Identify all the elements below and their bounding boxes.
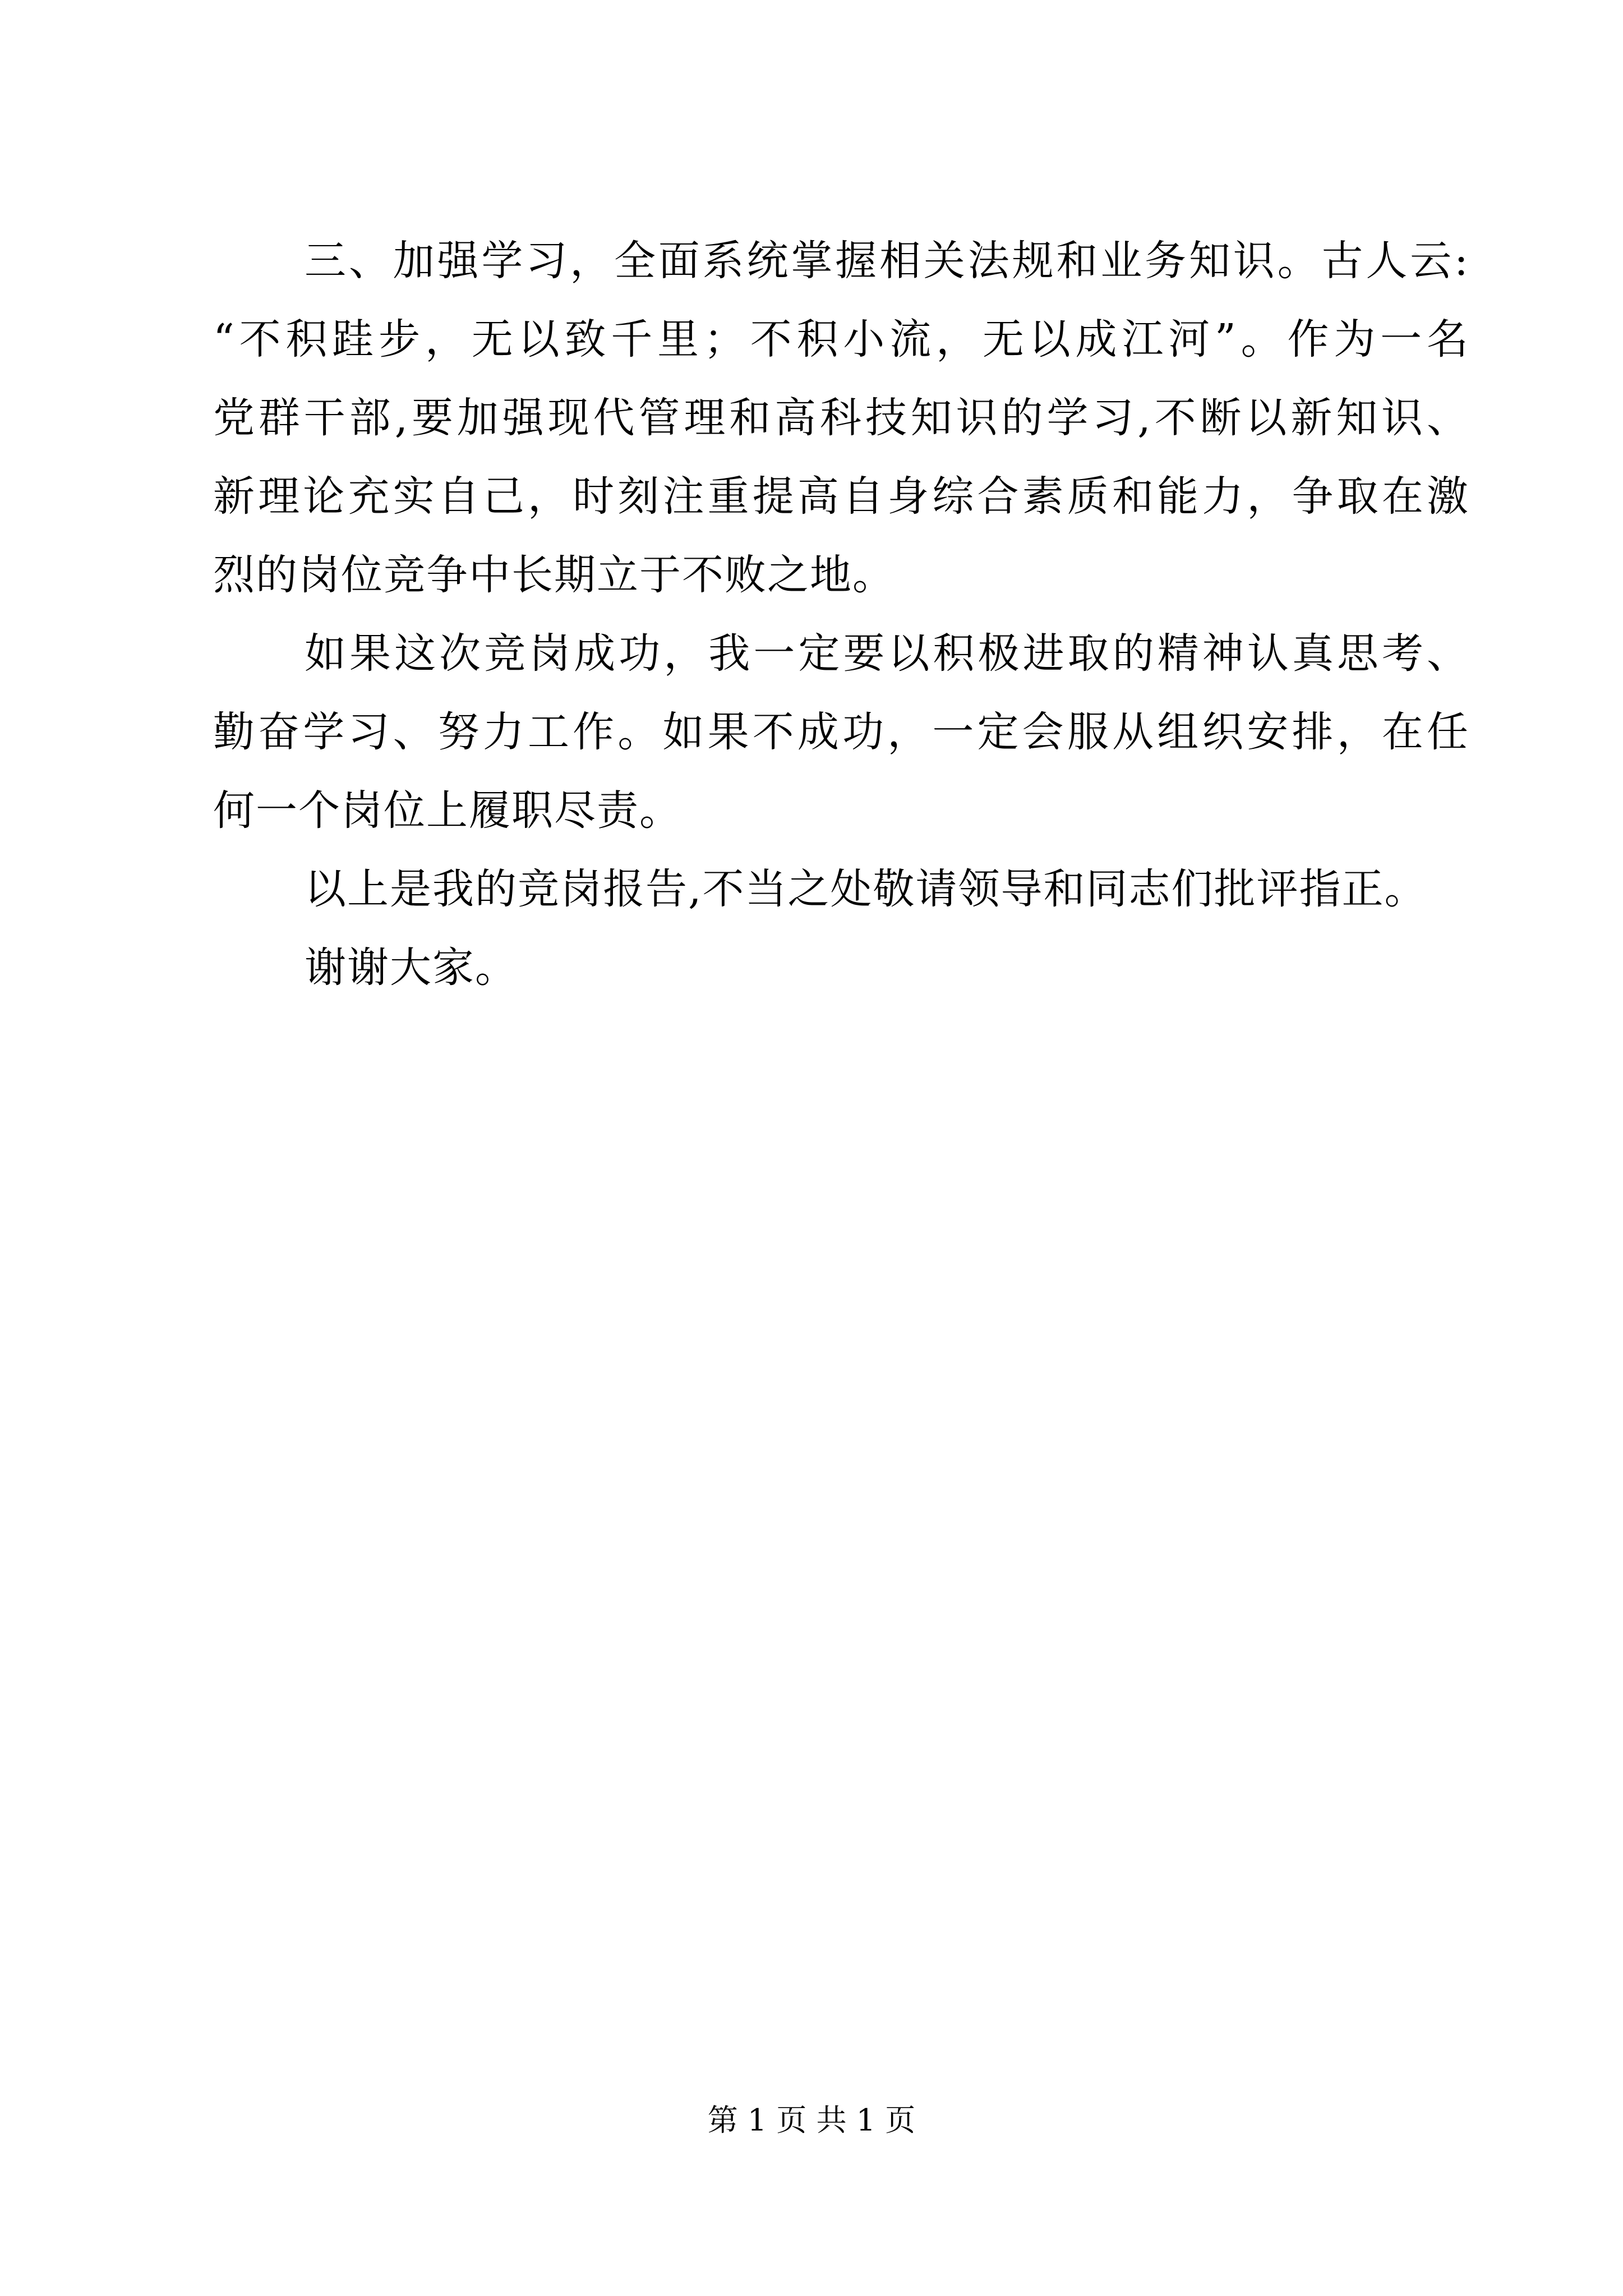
paragraph [213, 222, 1469, 614]
text-line: 三、加强学习，全面系统掌握相关法规和业务知识。古人云: [305, 237, 1469, 285]
text-line: 党群干部,要加强现代管理和高科技知识的学习,不断以新知识、 [213, 394, 1469, 442]
text-line: 谢谢大家。 [305, 944, 518, 992]
text-line: 新理论充实自己，时刻注重提高自身综合素质和能力，争取在激 [213, 472, 1469, 521]
text-line: 何一个岗位上履职尽责。 [213, 786, 682, 835]
document-body [213, 222, 1469, 1007]
paragraph [213, 928, 1469, 1007]
text-line: 勤奋学习、努力工作。如果不成功，一定会服从组织安排，在任 [213, 708, 1469, 756]
text-line: 如果这次竞岗成功，我一定要以积极进取的精神认真思考、 [305, 629, 1469, 678]
paragraph [213, 614, 1469, 850]
text-line: “不积跬步，无以致千里；不积小流，无以成江河”。作为一名 [213, 315, 1469, 364]
paragraph [213, 850, 1469, 928]
page-number-footer: 第 1 页 共 1 页 [707, 2102, 916, 2138]
text-line: 烈的岗位竞争中长期立于不败之地。 [213, 551, 895, 599]
text-line: 以上是我的竞岗报告,不当之处敬请领导和同志们批评指正。 [305, 865, 1427, 913]
